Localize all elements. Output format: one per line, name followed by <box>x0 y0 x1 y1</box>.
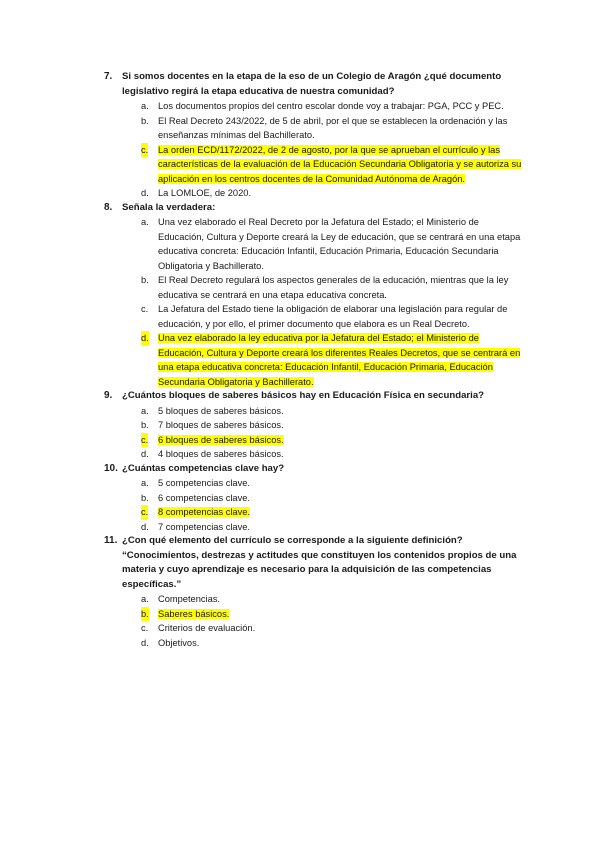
option-item <box>104 404 524 419</box>
options-list <box>104 592 524 650</box>
question-number: 7. <box>104 71 113 82</box>
option-item <box>104 302 524 331</box>
question-list <box>104 70 524 650</box>
option-letter: a. <box>141 405 149 416</box>
option-item <box>104 99 524 114</box>
option-item <box>104 607 524 622</box>
option-item <box>104 331 524 389</box>
option-letter: b. <box>141 492 149 503</box>
option-text-highlighted: Una vez elaborado la ley educativa por la Jefatura del Estado; el Ministerio de Educación, Cultura y Deporte creará los diferentes Reales Decretos, que se centrará en una etapa educativa concreta: Educación Infantil, Educación Primaria, Educación Secundaria Obligatoria y Bachillerato. <box>158 333 521 387</box>
question-item <box>104 462 524 535</box>
option-text: 4 bloques de saberes básicos. <box>158 449 284 459</box>
question-item <box>104 389 524 462</box>
option-letter: c. <box>141 433 148 448</box>
question-text: ¿Cuántas competencias clave hay? <box>122 462 285 474</box>
option-text: 7 competencias clave. <box>158 521 250 532</box>
option-item <box>104 505 524 520</box>
question-item <box>104 70 524 201</box>
question-text: ¿Con qué elemento del currículo se corresponde a la siguiente definición? “Conocimientos, destrezas y actitudes que constituyen los contenidos propios de una materia y cuyo aprendizaje es necesario para la adquisición de las competencias específicas.” <box>122 535 517 590</box>
option-letter: d. <box>141 331 149 346</box>
option-text: La Jefatura del Estado tiene la obligación de elaborar una legislación para regular de educación, y por ello, el primer documento que elabora es un Real Decreto. <box>158 304 508 329</box>
option-text: Los documentos propios del centro escolar donde voy a trabajar: PGA, PCC y PEC. <box>158 101 504 111</box>
option-letter: a. <box>141 101 149 111</box>
option-item <box>104 418 524 433</box>
option-letter: c. <box>141 505 148 520</box>
option-letter: c. <box>141 143 148 158</box>
question-number: 8. <box>104 201 113 213</box>
option-letter: d. <box>141 521 149 532</box>
question-number: 10. <box>104 462 118 474</box>
question-text: Si somos docentes en la etapa de la eso de un Colegio de Aragón ¿qué documento legislativo regirá la etapa educativa de nuestra comunidad? <box>122 71 502 97</box>
question-number: 9. <box>104 390 113 401</box>
option-letter: d. <box>141 449 149 459</box>
option-item <box>104 215 524 273</box>
option-text: 5 competencias clave. <box>158 478 250 488</box>
option-text: Una vez elaborado el Real Decreto por la Jefatura del Estado; el Ministerio de Educación, Cultura y Deporte creará la Ley de educación, que se centrará en una etapa educativa concreta: Educación Infantil, Educación Primaria, Educación Secundaria Obligatoria y Bachillerato. <box>158 217 521 271</box>
option-item <box>104 621 524 636</box>
options-list <box>104 476 524 534</box>
question-item <box>104 534 524 650</box>
option-text-highlighted: 8 competencias clave. <box>158 507 250 517</box>
option-letter: d. <box>141 637 149 648</box>
option-text-highlighted: 6 bloques de saberes básicos. <box>158 434 284 445</box>
option-text: 6 competencias clave. <box>158 492 250 503</box>
option-letter: a. <box>141 217 149 227</box>
options-list <box>104 99 524 201</box>
option-letter: b. <box>141 420 149 430</box>
option-text: El Real Decreto regulará los aspectos generales de la educación, mientras que la ley educativa se centrará en una etapa educativa concreta. <box>158 275 509 300</box>
option-text-highlighted: Saberes básicos. <box>158 608 230 619</box>
option-text-highlighted: La orden ECD/1172/2022, de 2 de agosto, por la que se aprueban el currículo y las características de la evaluación de la Educación Secundaria Obligatoria y se autoriza su aplicación en los centros docentes de la Comunidad Autónoma de Aragón. <box>158 144 522 184</box>
option-item <box>104 273 524 302</box>
options-list <box>104 215 524 389</box>
option-text: La LOMLOE, de 2020. <box>158 188 252 198</box>
option-letter: c. <box>141 623 149 633</box>
option-item <box>104 520 524 535</box>
option-letter: b. <box>141 115 149 126</box>
option-text: 7 bloques de saberes básicos. <box>158 420 284 430</box>
option-item <box>104 491 524 506</box>
option-text: Criterios de evaluación. <box>158 623 256 633</box>
option-letter: a. <box>141 478 149 488</box>
option-text: Competencias. <box>158 594 221 604</box>
option-letter: c. <box>141 304 149 314</box>
option-item <box>104 433 524 448</box>
question-text: Señala la verdadera: <box>122 201 216 213</box>
option-item <box>104 636 524 651</box>
option-item <box>104 592 524 607</box>
option-text: Objetivos. <box>158 637 200 648</box>
option-text: 5 bloques de saberes básicos. <box>158 405 284 416</box>
option-item <box>104 114 524 143</box>
option-letter: b. <box>141 607 149 622</box>
option-letter: a. <box>141 594 149 604</box>
option-text: El Real Decreto 243/2022, de 5 de abril, por el que se establecen la ordenación y las enseñanzas mínimas del Bachillerato. <box>158 115 508 140</box>
options-list <box>104 404 524 462</box>
question-number: 11. <box>104 535 118 546</box>
question-text: ¿Cuántos bloques de saberes básicos hay en Educación Física en secundaria? <box>122 390 485 401</box>
option-letter: b. <box>141 275 149 285</box>
option-item <box>104 447 524 462</box>
option-item <box>104 186 524 201</box>
option-item <box>104 143 524 187</box>
option-letter: d. <box>141 188 149 198</box>
option-item <box>104 476 524 491</box>
question-item <box>104 201 524 390</box>
